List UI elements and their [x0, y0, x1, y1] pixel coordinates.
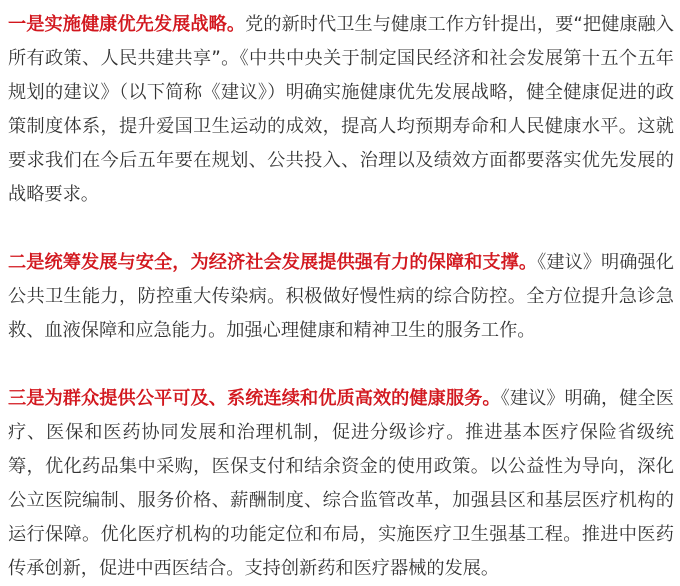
paragraph-lead-heading: 二是统筹发展与安全，为经济社会发展提供强有力的保障和支撑。	[8, 252, 538, 273]
paragraph-health-services	[8, 382, 674, 586]
paragraph-development-security	[8, 246, 674, 348]
paragraph-body-text: 《建议》明确强化公共卫生能力，防控重大传染病。积极做好慢性病的综合防控。全方位提升急诊急救、血液保障和应急能力。加强心理健康和精神卫生的服务工作。	[8, 252, 674, 341]
paragraph-lead-heading: 三是为群众提供公平可及、系统连续和优质高效的健康服务。	[8, 388, 501, 409]
paragraph-body-text: 党的新时代卫生与健康工作方针提出，要“把健康融入所有政策、人民共建共享”。《中共中央关于制定国民经济和社会发展第十五个五年规划的建议》（以下简称《建议》）明确实施健康优先发展战略，健全健康促进的政策制度体系，提升爱国卫生运动的成效，提高人均预期寿命和人民健康水平。这就要求我们在今后五年要在规划、公共投入、治理以及绩效方面都要落实优先发展的战略要求。	[8, 14, 674, 205]
paragraph-health-priority	[8, 8, 674, 212]
paragraph-lead-heading: 一是实施健康优先发展战略。	[8, 14, 246, 35]
paragraph-body-text: 《建议》明确，健全医疗、医保和医药协同发展和治理机制，促进分级诊疗。推进基本医疗保险省级统筹，优化药品集中采购，医保支付和结余资金的使用政策。以公益性为导向，深化公立医院编制、服务价格、薪酬制度、综合监管改革，加强县区和基层医疗机构的运行保障。优化医疗机构的功能定位和布局，实施医疗卫生强基工程。推进中医药传承创新，促进中西医结合。支持创新药和医疗器械的发展。	[8, 388, 674, 579]
